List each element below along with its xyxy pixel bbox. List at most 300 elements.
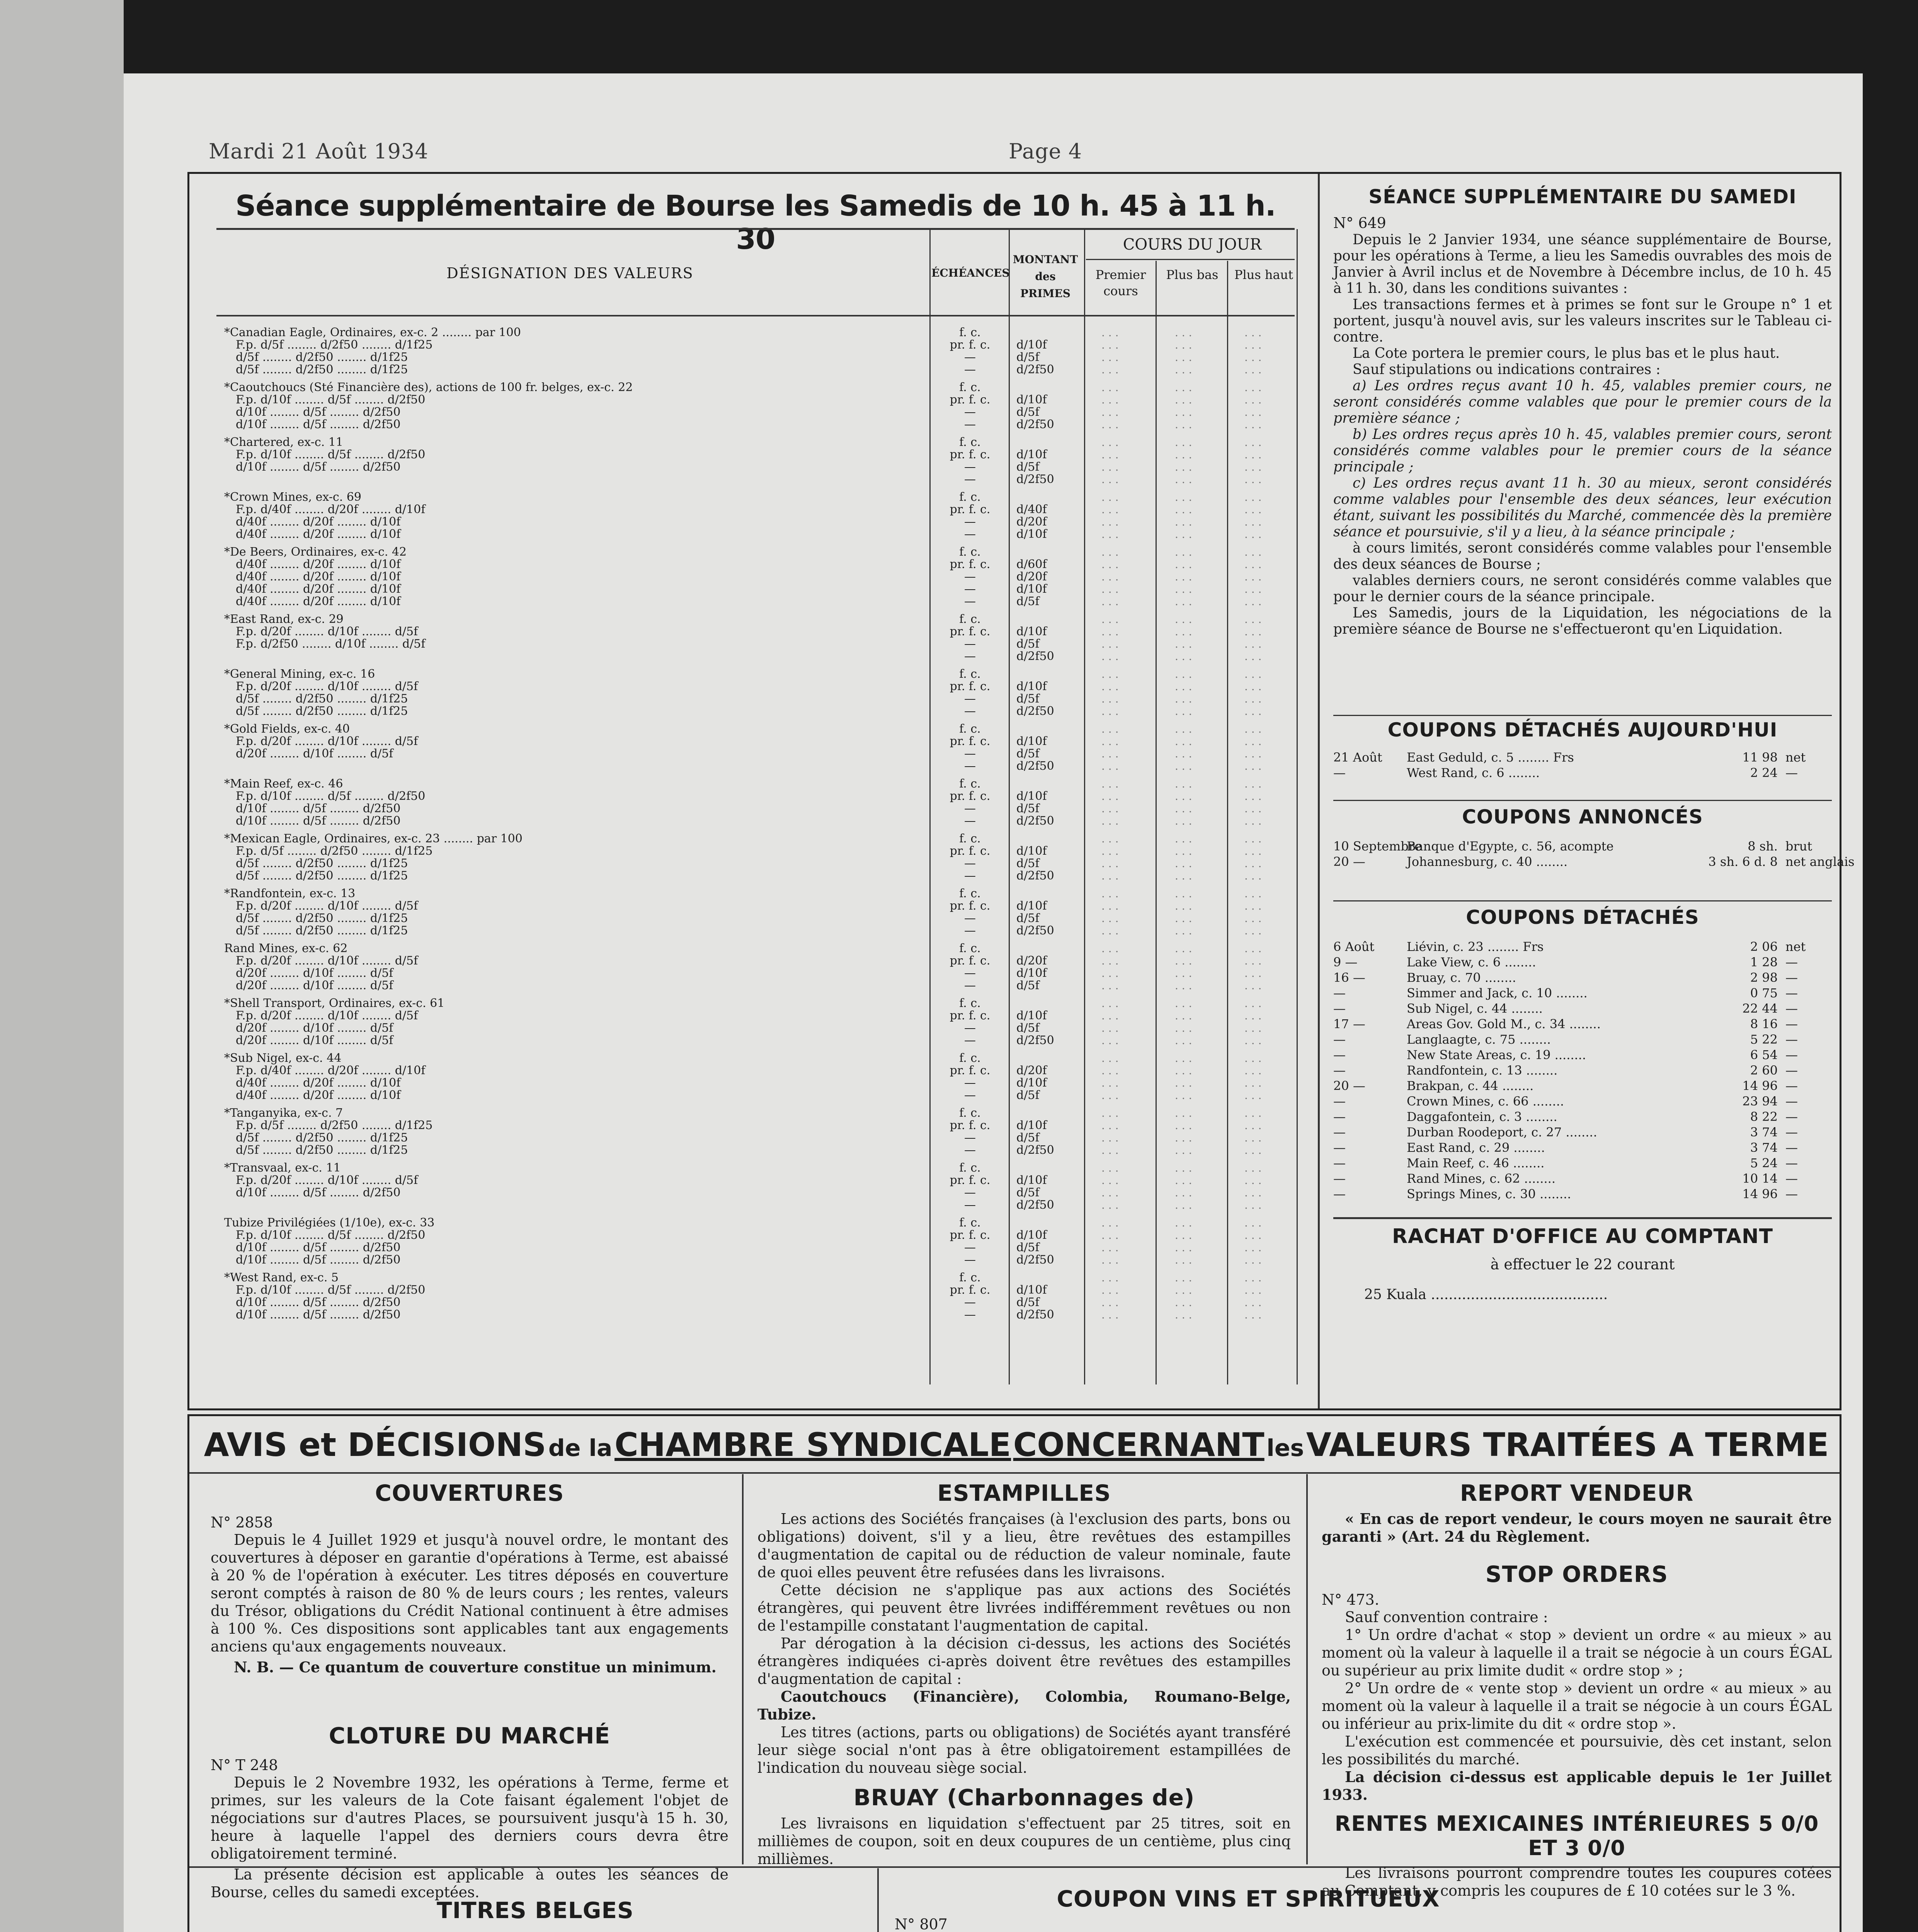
echeance-cell: — [964, 802, 976, 815]
valeur-line: d/40f ........ d/20f ........ d/10f [236, 1088, 401, 1102]
samedi-paragraph: valables derniers cours, ne seront considérés comme valables que pour le dernier cours de la séance principale. [1333, 573, 1832, 605]
coupon-cell: 3 74 [1750, 1140, 1778, 1155]
coupon-cell: — [1785, 1156, 1798, 1170]
valeur-line: d/10f ........ d/5f ........ d/2f50 [236, 1186, 401, 1199]
cours-placeholder: . . . [1101, 1022, 1119, 1034]
prime-cell: d/5f [1016, 460, 1040, 474]
valeur-name: *Tanganyika, ex-c. 7 [224, 1106, 343, 1120]
coupon-cell: Liévin, c. 23 ........ Frs [1407, 939, 1544, 954]
echeance-cell: — [964, 363, 976, 376]
valeur-line: d/5f ........ d/2f50 ........ d/1f25 [236, 350, 408, 364]
prime-cell: d/5f [1016, 857, 1040, 870]
coupons-aujourdhui-title: COUPONS DÉTACHÉS AUJOURD'HUI [1387, 719, 1778, 741]
cours-placeholder: . . . [1175, 832, 1192, 845]
cours-placeholder: . . . [1244, 1241, 1262, 1254]
echeance-cell: f. c. [959, 1051, 981, 1065]
prime-cell: d/10f [1016, 899, 1047, 913]
coupon-row [1333, 1063, 1832, 1078]
echeance-cell: f. c. [959, 1161, 981, 1175]
prime-cell: d/2f50 [1016, 869, 1054, 883]
coupons-detaches-title: COUPONS DÉTACHÉS [1466, 906, 1699, 929]
cours-placeholder: . . . [1101, 613, 1119, 626]
prime-cell: d/10f [1016, 1119, 1047, 1132]
cours-placeholder: . . . [1244, 887, 1262, 900]
valeur-name: *Randfontein, ex-c. 13 [224, 887, 356, 900]
cours-placeholder: . . . [1101, 1077, 1119, 1089]
cours-placeholder: . . . [1101, 680, 1119, 693]
cours-placeholder: . . . [1101, 1162, 1119, 1174]
prime-cell: d/2f50 [1016, 1198, 1054, 1212]
coupon-cell: 3 74 [1750, 1125, 1778, 1139]
seance-samedi-title: SÉANCE SUPPLÉMENTAIRE DU SAMEDI [1368, 185, 1797, 208]
coupon-cell: 2 60 [1750, 1063, 1778, 1078]
cours-placeholder: . . . [1244, 777, 1262, 790]
coupon-cell: — [1785, 1187, 1798, 1201]
coupon-vins-title: COUPON VINS ET SPIRITUEUX [1057, 1886, 1440, 1912]
cours-placeholder: . . . [1101, 900, 1119, 912]
echeance-cell: — [964, 1186, 976, 1199]
cours-placeholder: . . . [1244, 1119, 1262, 1132]
echeance-cell: — [964, 1198, 976, 1212]
cours-placeholder: . . . [1101, 595, 1119, 608]
cours-placeholder: . . . [1175, 1119, 1192, 1132]
echeance-cell: pr. f. c. [950, 1283, 990, 1297]
coupon-cell: — [1785, 1094, 1798, 1109]
echeance-cell: pr. f. c. [950, 625, 990, 638]
samedi-paragraph: Sauf stipulations ou indications contraires : [1353, 362, 1661, 378]
valeur-line: F.p. d/20f ........ d/10f ........ d/5f [236, 680, 418, 693]
echeance-cell: — [964, 692, 976, 706]
prime-cell: d/10f [1016, 966, 1047, 980]
coupons-annonces-title: COUPONS ANNONCÉS [1462, 806, 1703, 828]
cours-placeholder: . . . [1175, 595, 1192, 608]
prime-cell: d/2f50 [1016, 704, 1054, 718]
samedi-paragraph: à cours limités, seront considérés comme valables pour l'ensemble des deux séances de Bourse ; [1333, 540, 1832, 572]
cours-placeholder: . . . [1101, 381, 1119, 394]
valeur-line: d/10f ........ d/5f ........ d/2f50 [236, 1253, 401, 1267]
coupon-row [1333, 838, 1832, 854]
cours-placeholder: . . . [1175, 735, 1192, 748]
cours-placeholder: . . . [1175, 406, 1192, 418]
couvertures-title: COUVERTURES [375, 1480, 564, 1506]
estampilles-block: ESTAMPILLES Les actions des Sociétés françaises (à l'exclusion des parts, bons ou obligations) doivent, s'il y a lieu, être revêtues des estampilles d'augmentation de capital ou de réduction de valeur nominale, faute de quoi elles peuvent être refusées dans les livraisons. Cette décision ne s'applique pas aux actions des Sociétés étrangères, qui peuvent être livrées indifféremment revêtues ou non de l'estampille constatant l'augmentation de capital. Par dérogation à la décision ci-dessus, les actions des Sociétés étrangères indiquées ci-après doivent être revêtues des estampilles d'augmentation de capital : Caoutchoucs (Financière), Colombia, Roumano-Belge, Tubize. Les titres (actions, parts ou obligations) de Sociétés ayant transféré leur siège social n'ont pas à être obligatoirement estampillées de l'indication du nouveau siège social. BRUAY (Charbonnages de) Les livraisons en liquidation s'effectuent par 25 titres, soit en millièmes de coupon, soit en deux coupures de un centième, plus cinq millièmes. [757, 1480, 1291, 1867]
rentes-mex-title: RENTES MEXICAINES INTÉRIEURES 5 0/0 ET 3 0/0 [1334, 1811, 1819, 1860]
valeur-line: d/5f ........ d/2f50 ........ d/1f25 [236, 1131, 408, 1145]
cours-placeholder: . . . [1101, 393, 1119, 406]
col-echeances: ÉCHÉANCES [931, 267, 1010, 279]
cours-placeholder: . . . [1101, 832, 1119, 845]
prime-cell: d/2f50 [1016, 473, 1054, 486]
cours-placeholder: . . . [1244, 1296, 1262, 1309]
cours-placeholder: . . . [1101, 436, 1119, 449]
echeance-cell: f. c. [959, 612, 981, 626]
echeance-cell: f. c. [959, 381, 981, 394]
cours-placeholder: . . . [1244, 1034, 1262, 1047]
echeance-cell: — [964, 418, 976, 431]
cours-placeholder: . . . [1244, 1009, 1262, 1022]
cours-placeholder: . . . [1244, 558, 1262, 571]
couvertures-block: COUVERTURES N° 2858 Depuis le 4 Juillet 1929 et jusqu'à nouvel ordre, le montant des couvertures à déposer en garantie d'opérations à Terme, est abaissé à 20 % de l'opération à exécuter. Les titres déposés en couverture seront comptés à raison de 80 % de leurs cours ; les rentes, valeurs du Trésor, obligations du Crédit National continuent à être admises à 100 %. Ces dispositions sont applicables tant aux engagements anciens qu'aux engagements nouveaux. N. B. — Ce quantum de couverture constitue un minimum. CLOTURE DU MARCHÉ N° T 248 Depuis le 2 Novembre 1932, les opérations à Terme, ferme et primes, sur les valeurs de la Cote faisant également l'objet de négociations sur d'autres Places, se poursuivent jusqu'à 15 h. 30, heure à laquelle l'appel des derniers cours devra être obligatoirement terminé. La présente décision est applicable à outes les séances de Bourse, celles du samedi exceptées. [211, 1480, 728, 1901]
prime-cell: d/10f [1016, 582, 1047, 596]
cours-placeholder: . . . [1244, 393, 1262, 406]
cours-placeholder: . . . [1244, 1052, 1262, 1065]
cours-placeholder: . . . [1101, 705, 1119, 718]
prime-cell: d/10f [1016, 1283, 1047, 1297]
valeur-name: *Sub Nigel, ex-c. 44 [224, 1051, 342, 1065]
valeur-line: d/5f ........ d/2f50 ........ d/1f25 [236, 704, 408, 718]
cours-placeholder: . . . [1175, 1034, 1192, 1047]
echeance-cell: — [964, 1021, 976, 1035]
cours-placeholder: . . . [1244, 692, 1262, 705]
prime-cell: d/5f [1016, 1088, 1040, 1102]
coupon-cell: 2 98 [1750, 970, 1778, 985]
echeance-cell: — [964, 515, 976, 529]
cours-placeholder: . . . [1175, 503, 1192, 516]
cours-placeholder: . . . [1175, 1022, 1192, 1034]
echeance-cell: f. c. [959, 832, 981, 845]
cours-placeholder: . . . [1244, 869, 1262, 882]
coupon-row [1333, 1140, 1832, 1155]
cours-placeholder: . . . [1175, 912, 1192, 925]
prime-cell: d/10f [1016, 338, 1047, 352]
cours-placeholder: . . . [1244, 1131, 1262, 1144]
prime-cell: d/10f [1016, 393, 1047, 406]
coupon-cell: 23 94 [1742, 1094, 1778, 1109]
coupon-cell: 8 16 [1750, 1017, 1778, 1031]
cours-placeholder: . . . [1175, 760, 1192, 772]
cours-placeholder: . . . [1101, 503, 1119, 516]
coupon-cell: Springs Mines, c. 30 ........ [1407, 1187, 1571, 1201]
cours-placeholder: . . . [1175, 942, 1192, 955]
coupon-cell: — [1333, 1171, 1346, 1186]
cours-placeholder: . . . [1101, 1186, 1119, 1199]
cours-placeholder: . . . [1101, 406, 1119, 418]
coupon-cell: — [1785, 1078, 1798, 1093]
coupon-cell: 6 54 [1750, 1048, 1778, 1062]
cours-placeholder: . . . [1175, 705, 1192, 718]
coupon-cell: — [1785, 1140, 1798, 1155]
valeur-line: F.p. d/20f ........ d/10f ........ d/5f [236, 625, 418, 638]
cours-placeholder: . . . [1244, 1199, 1262, 1211]
cours-placeholder: . . . [1101, 448, 1119, 461]
coupon-cell: 11 98 [1742, 750, 1778, 765]
cours-placeholder: . . . [1101, 1064, 1119, 1077]
cours-placeholder: . . . [1175, 802, 1192, 815]
samedi-paragraph: Les Samedis, jours de la Liquidation, les négociations de la première séance de Bourse ne s'effectueront qu'en Liquidation. [1333, 605, 1832, 637]
valeur-line: F.p. d/5f ........ d/2f50 ........ d/1f25 [236, 338, 433, 352]
cours-placeholder: . . . [1101, 1271, 1119, 1284]
prime-cell: d/5f [1016, 1131, 1040, 1145]
cours-placeholder: . . . [1175, 777, 1192, 790]
valeur-line: F.p. d/10f ........ d/5f ........ d/2f50 [236, 448, 425, 461]
valeur-line: F.p. d/10f ........ d/5f ........ d/2f50 [236, 1283, 425, 1297]
valeur-line: d/40f ........ d/20f ........ d/10f [236, 558, 401, 571]
valeur-name: *Shell Transport, Ordinaires, ex-c. 61 [224, 997, 445, 1010]
valeur-line: d/20f ........ d/10f ........ d/5f [236, 1034, 393, 1047]
left-notices [211, 1897, 860, 1932]
prime-cell: d/20f [1016, 954, 1047, 968]
valeur-name: Tubize Privilégiées (1/10e), ex-c. 33 [224, 1216, 435, 1230]
prime-cell: d/2f50 [1016, 650, 1054, 663]
coupon-cell: — [1333, 986, 1346, 1000]
valeur-line: d/40f ........ d/20f ........ d/10f [236, 1076, 401, 1090]
cours-placeholder: . . . [1101, 1089, 1119, 1102]
cours-placeholder: . . . [1244, 668, 1262, 680]
echeance-cell: pr. f. c. [950, 448, 990, 461]
cours-placeholder: . . . [1175, 570, 1192, 583]
echeance-cell: pr. f. c. [950, 338, 990, 352]
cours-placeholder: . . . [1175, 338, 1192, 351]
echeance-cell: f. c. [959, 490, 981, 504]
echeance-cell: — [964, 473, 976, 486]
coupon-cell: 20 — [1333, 854, 1365, 869]
cours-placeholder: . . . [1175, 1229, 1192, 1242]
echeance-cell: — [964, 460, 976, 474]
cours-placeholder: . . . [1101, 857, 1119, 870]
prime-cell: d/10f [1016, 1228, 1047, 1242]
coupon-cell: Bruay, c. 70 ........ [1407, 970, 1516, 985]
echeance-cell: — [964, 650, 976, 663]
coupon-row [1333, 1047, 1832, 1063]
prime-cell: d/2f50 [1016, 1143, 1054, 1157]
seance-samedi-num: N° 649 [1333, 214, 1386, 231]
coupon-cell: — [1333, 1187, 1346, 1201]
cours-placeholder: . . . [1101, 351, 1119, 364]
cours-placeholder: . . . [1101, 1199, 1119, 1211]
echeance-cell: f. c. [959, 1216, 981, 1230]
prime-cell: d/5f [1016, 1296, 1040, 1309]
echeance-cell: pr. f. c. [950, 1009, 990, 1022]
cours-placeholder: . . . [1244, 1308, 1262, 1321]
valeur-line: d/20f ........ d/10f ........ d/5f [236, 979, 393, 992]
coupon-cell: — [1785, 765, 1798, 780]
cours-placeholder: . . . [1101, 558, 1119, 571]
prime-cell: d/2f50 [1016, 363, 1054, 376]
cours-placeholder: . . . [1175, 448, 1192, 461]
cours-placeholder: . . . [1175, 668, 1192, 680]
echeance-cell: pr. f. c. [950, 1228, 990, 1242]
coupon-row [1333, 854, 1855, 869]
coupon-cell: — [1333, 1109, 1346, 1124]
cours-placeholder: . . . [1244, 1022, 1262, 1034]
cours-placeholder: . . . [1101, 1119, 1119, 1132]
cours-placeholder: . . . [1175, 1253, 1192, 1266]
coupon-cell: — [1333, 1048, 1346, 1062]
prime-cell: d/10f [1016, 625, 1047, 638]
coupon-cell: 2 24 [1750, 765, 1778, 780]
valeur-line: d/5f ........ d/2f50 ........ d/1f25 [236, 363, 408, 376]
cours-placeholder: . . . [1101, 845, 1119, 857]
cours-placeholder: . . . [1101, 979, 1119, 992]
echeance-cell: — [964, 1131, 976, 1145]
echeance-cell: — [964, 527, 976, 541]
samedi-paragraph: a) Les ordres reçus avant 10 h. 45, valables premier cours, ne seront considérés comme valables que pour le premier cours de la première séance ; [1333, 378, 1832, 426]
echeance-cell: — [964, 1076, 976, 1090]
prime-cell: d/5f [1016, 802, 1040, 815]
cours-placeholder: . . . [1244, 381, 1262, 394]
valeur-line: F.p. d/20f ........ d/10f ........ d/5f [236, 954, 418, 968]
samedi-paragraph: c) Les ordres reçus avant 11 h. 30 au mieux, seront considérés comme valables pour l'ensemble des deux séances, leur exécution étant, suivant les possibilités du Marché, commencée dès la première séance et poursuivie, s'il y a lieu, à la séance principale ; [1333, 475, 1832, 540]
cours-placeholder: . . . [1244, 857, 1262, 870]
cours-placeholder: . . . [1101, 942, 1119, 955]
cours-placeholder: . . . [1244, 1064, 1262, 1077]
cours-placeholder: . . . [1175, 351, 1192, 364]
valeur-line: d/40f ........ d/20f ........ d/10f [236, 595, 401, 608]
coupon-cell: Durban Roodeport, c. 27 ........ [1407, 1125, 1597, 1139]
echeance-cell: f. c. [959, 326, 981, 339]
echeance-cell: pr. f. c. [950, 503, 990, 516]
valeur-line: F.p. d/40f ........ d/20f ........ d/10f [236, 1064, 425, 1077]
coupon-cell: 8 22 [1750, 1109, 1778, 1124]
coupon-cell: Banque d'Egypte, c. 56, acompte [1407, 839, 1614, 854]
coupon-cell: — [1333, 1140, 1346, 1155]
cours-placeholder: . . . [1101, 747, 1119, 760]
prime-cell: d/2f50 [1016, 418, 1054, 431]
valeur-name: *West Rand, ex-c. 5 [224, 1271, 339, 1284]
cours-placeholder: . . . [1101, 583, 1119, 595]
cours-placeholder: . . . [1244, 351, 1262, 364]
cours-placeholder: . . . [1175, 967, 1192, 980]
coupon-row [1333, 1124, 1832, 1140]
valeur-line: d/40f ........ d/20f ........ d/10f [236, 570, 401, 583]
coupon-row [1333, 1186, 1832, 1202]
cours-placeholder: . . . [1101, 326, 1119, 339]
prime-cell: d/5f [1016, 747, 1040, 760]
cours-placeholder: . . . [1175, 900, 1192, 912]
prime-cell: d/10f [1016, 789, 1047, 803]
cours-placeholder: . . . [1101, 802, 1119, 815]
cours-placeholder: . . . [1244, 1162, 1262, 1174]
coupon-cell: 8 sh. [1748, 839, 1778, 854]
cours-placeholder: . . . [1244, 546, 1262, 558]
coupon-cell: — [1785, 955, 1798, 969]
echeance-cell: pr. f. c. [950, 1173, 990, 1187]
echeance-cell: f. c. [959, 722, 981, 736]
cours-placeholder: . . . [1101, 546, 1119, 558]
cours-placeholder: . . . [1101, 1284, 1119, 1296]
cours-placeholder: . . . [1244, 1216, 1262, 1229]
prime-cell: d/2f50 [1016, 924, 1054, 937]
col-designation: DÉSIGNATION DES VALEURS [446, 265, 694, 282]
valeur-line: F.p. d/5f ........ d/2f50 ........ d/1f25 [236, 1119, 433, 1132]
echeance-cell: — [964, 747, 976, 760]
couvertures-num: N° 2858 [211, 1514, 273, 1531]
cours-placeholder: . . . [1101, 363, 1119, 376]
coupon-cell: 17 — [1333, 1017, 1365, 1031]
prime-cell: d/10f [1016, 680, 1047, 693]
cours-placeholder: . . . [1244, 583, 1262, 595]
echeance-cell: — [964, 966, 976, 980]
cours-placeholder: . . . [1244, 528, 1262, 541]
col-montant: MONTANT des PRIMES [1013, 253, 1078, 300]
echeance-cell: f. c. [959, 1271, 981, 1284]
cours-placeholder: . . . [1175, 1009, 1192, 1022]
coupon-row [1333, 970, 1832, 985]
echeance-cell: f. c. [959, 667, 981, 681]
cours-placeholder: . . . [1175, 613, 1192, 626]
valeur-line: d/5f ........ d/2f50 ........ d/1f25 [236, 692, 408, 706]
cours-placeholder: . . . [1175, 558, 1192, 571]
echeance-cell: pr. f. c. [950, 735, 990, 748]
cours-placeholder: . . . [1175, 393, 1192, 406]
report-vendeur-block: REPORT VENDEUR « En cas de report vendeur, le cours moyen ne saurait être garanti » (Art. 24 du Règlement. STOP ORDERS N° 473. Sauf convention contraire : 1° Un ordre d'achat « stop » devient un ordre « au mieux » au moment où la valeur à laquelle il a trait se négocie à un cours ÉGAL ou supérieur au prix limite dudit « ordre stop » ; 2° Un ordre de « vente stop » devient un ordre « au mieux » au moment où la valeur à laquelle il a trait se négocie à un cours ÉGAL ou inférieur au prix-limite du dit « ordre stop ». L'exécution est commencée et poursuivie, dès cet instant, selon les possibilités du marché. La décision ci-dessus est applicable depuis le 1er Juillet 1933. RENTES MEXICAINES INTÉRIEURES 5 0/0 ET 3 0/0 Les livraisons pourront comprendre toutes les coupures cotées au Comptant, y compris les coupures de £ 10 cotées sur le 3 %. [1322, 1480, 1832, 1899]
coupon-cell: — [1785, 1048, 1798, 1062]
cours-placeholder: . . . [1101, 869, 1119, 882]
col-plus-bas: Plus bas [1166, 267, 1219, 282]
cours-placeholder: . . . [1244, 1253, 1262, 1266]
valeur-line: F.p. d/20f ........ d/10f ........ d/5f [236, 1173, 418, 1187]
prime-cell: d/10f [1016, 448, 1047, 461]
titres-belges-title: TITRES BELGES [437, 1897, 634, 1923]
cours-placeholder: . . . [1101, 638, 1119, 650]
seance-table-title: Séance supplémentaire de Bourse les Samedis de 10 h. 45 à 11 h. 30 [235, 189, 1276, 256]
cours-placeholder: . . . [1244, 954, 1262, 967]
cours-placeholder: . . . [1244, 1284, 1262, 1296]
valeur-name: *Transvaal, ex-c. 11 [224, 1161, 341, 1175]
coupon-cell: — [1785, 1032, 1798, 1047]
coupon-cell: — [1333, 1001, 1346, 1016]
valeur-line: d/5f ........ d/2f50 ........ d/1f25 [236, 857, 408, 870]
cours-placeholder: . . . [1101, 1308, 1119, 1321]
cours-placeholder: . . . [1244, 845, 1262, 857]
echeance-cell: pr. f. c. [950, 789, 990, 803]
cours-placeholder: . . . [1101, 528, 1119, 541]
cours-placeholder: . . . [1175, 473, 1192, 486]
cours-placeholder: . . . [1244, 570, 1262, 583]
valeur-line: d/10f ........ d/5f ........ d/2f50 [236, 1241, 401, 1254]
cours-placeholder: . . . [1101, 491, 1119, 503]
cours-placeholder: . . . [1101, 461, 1119, 473]
cours-placeholder: . . . [1175, 381, 1192, 394]
prime-cell: d/5f [1016, 912, 1040, 925]
coupon-cell: — [1785, 1017, 1798, 1031]
valeur-name: *Main Reef, ex-c. 46 [224, 777, 343, 791]
valeur-line: d/10f ........ d/5f ........ d/2f50 [236, 1296, 401, 1309]
coupon-cell: brut [1785, 839, 1812, 854]
valeur-line: F.p. d/2f50 ........ d/10f ........ d/5f [236, 637, 425, 651]
cours-placeholder: . . . [1244, 967, 1262, 980]
coupon-cell: East Geduld, c. 5 ........ Frs [1407, 750, 1574, 765]
prime-cell: d/5f [1016, 595, 1040, 608]
coupon-cell: Sub Nigel, c. 44 ........ [1407, 1001, 1543, 1016]
coupon-cell: Rand Mines, c. 62 ........ [1407, 1171, 1556, 1186]
cours-placeholder: . . . [1101, 625, 1119, 638]
coupon-cell: Randfontein, c. 13 ........ [1407, 1063, 1558, 1078]
rachat-title: RACHAT D'OFFICE AU COMPTANT [1392, 1225, 1773, 1248]
coupon-cell: New State Areas, c. 19 ........ [1407, 1048, 1586, 1062]
cours-placeholder: . . . [1101, 1216, 1119, 1229]
echeance-cell: — [964, 570, 976, 583]
valeur-line: F.p. d/20f ........ d/10f ........ d/5f [236, 899, 418, 913]
valeur-line: d/5f ........ d/2f50 ........ d/1f25 [236, 869, 408, 883]
valeur-line: F.p. d/20f ........ d/10f ........ d/5f [236, 1009, 418, 1022]
cours-placeholder: . . . [1101, 760, 1119, 772]
cours-placeholder: . . . [1175, 790, 1192, 803]
prime-cell: d/20f [1016, 570, 1047, 583]
coupon-row [1333, 1016, 1832, 1032]
cours-placeholder: . . . [1175, 491, 1192, 503]
cours-placeholder: . . . [1244, 418, 1262, 431]
echeance-cell: pr. f. c. [950, 393, 990, 406]
coupon-row [1333, 954, 1832, 970]
valeur-line: F.p. d/40f ........ d/20f ........ d/10f [236, 503, 425, 516]
coupon-cell: — [1333, 765, 1346, 780]
cours-placeholder: . . . [1101, 790, 1119, 803]
valeur-name: *Crown Mines, ex-c. 69 [224, 490, 362, 504]
valeur-line: d/10f ........ d/5f ........ d/2f50 [236, 418, 401, 431]
coupon-row [1333, 1094, 1832, 1109]
cours-placeholder: . . . [1244, 942, 1262, 955]
